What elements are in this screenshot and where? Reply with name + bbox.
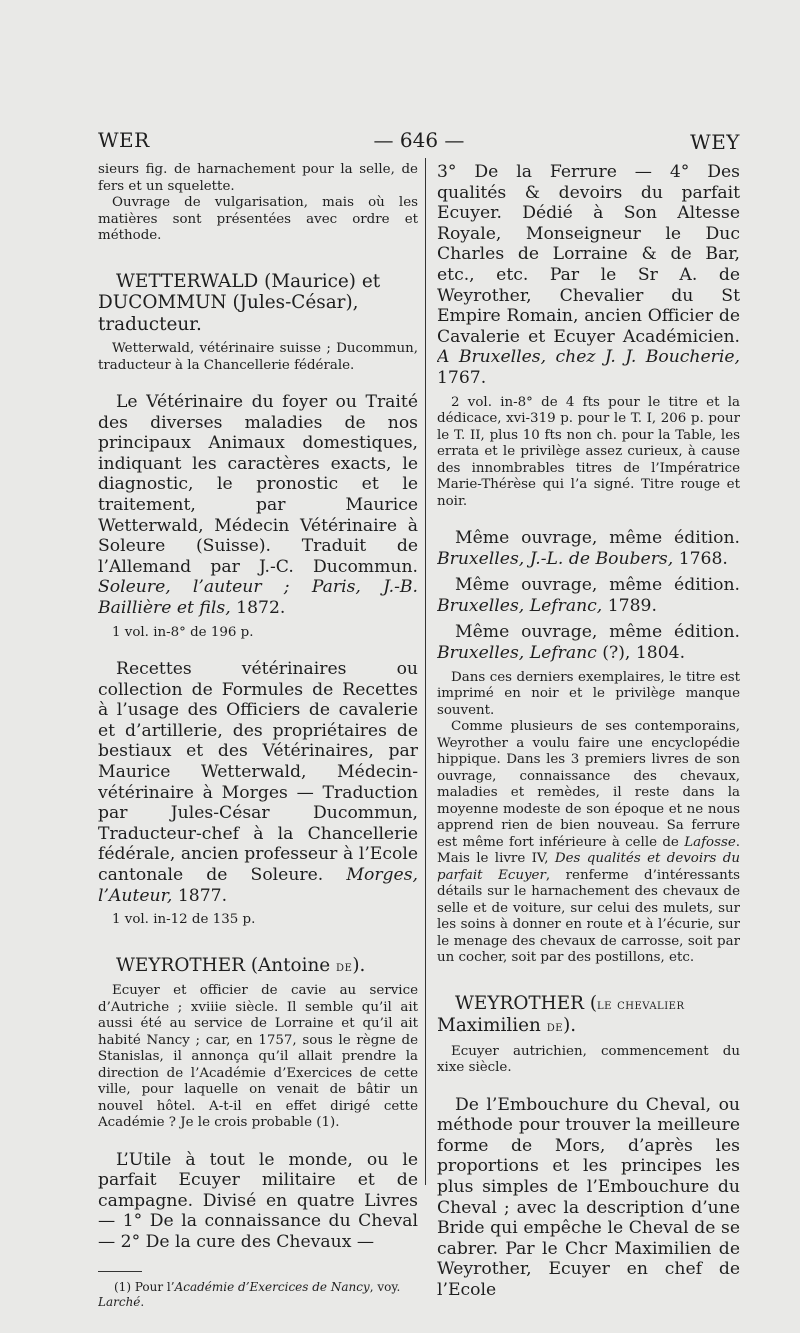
commentary: Comme plusieurs de ses contemporains, Weyrother a voulu faire une encyclopédie hippique. Dans les 3 premiers livres de son ouvrage, connaissance des chevaux, maladies et remèdes, il reste dans la moyenne modeste de son époque et ne nous apprend rien de bien nouveau. Sa ferrure est même fort inférieure à celle de Lafosse. Mais le livre IV, Des qualités et devoirs du parfait Ecuyer, renferme d’intéressants détails sur le harnachement des chevaux de selle et de voiture, sur celui des mulets, sur les soins à donner en route et à l’écurie, sur le menage des chevaux de carrosse, soit par un cocher, soit par des postillons, etc.: [437, 719, 740, 966]
work-year: 1767.: [437, 367, 487, 388]
edition-1804: Même ouvrage, même édition. Bruxelles, Lefranc (?), 1804.: [437, 622, 740, 663]
work-title-continued: [437, 162, 740, 389]
left-column: [98, 162, 418, 1310]
continued-note: Ouvrage de vulgarisation, mais où les matières sont présentées avec ordre et méthode.: [98, 195, 418, 243]
work-title-utile: L’Utile à tout le monde, ou le parfait Ecuyer militaire et de campagne. Divisé en quatre Livres — 1° De la connaissance du Cheval — 2° De la cure des Chevaux —: [98, 1149, 418, 1253]
entry-heading-weyrother-antoine: [98, 955, 418, 978]
work-imprint: Soleure, l’auteur ; Paris, J.-B. Baillière et fils,: [98, 577, 418, 618]
work-description: 1 vol. in-8° de 196 p.: [112, 624, 254, 640]
work-description: 1 vol. in-12 de 135 p.: [112, 912, 256, 928]
entry-bio-wetterwald: Wetterwald, vétérinaire suisse ; Ducommun, traducteur à la Chancellerie fédérale.: [98, 341, 418, 373]
work-title-text: Recettes vétérinaires ou collection de Formules de Recettes à l’usage des Officiers de cavalerie et d’artillerie, des propriétaires de bestiaux et des Vétérinaires, par Maurice Wetterwald, Médecin-vétérinaire à Morges — Traduction par Jules-César Ducommun, Traducteur-chef à la Chancellerie fédérale, ancien professeur à l’Ecole cantonale de Soleure.: [98, 659, 418, 885]
entry-particle: de: [546, 1018, 564, 1036]
work-description: 2 vol. in-8° de 4 fts pour le titre et la dédicace, xvi-319 p. pour le T. I, 206 p. pour le T. II, plus 10 fts non ch. pour la Table, les errata et le privilège assez curieux, à cause des innombrables titres de l’Impératrice Marie-Thérèse qui l’a signé. Titre rouge et noir.: [437, 394, 740, 509]
right-column: [437, 162, 740, 1301]
work-year: 1872.: [236, 597, 286, 618]
page-header: [98, 128, 740, 158]
entry-bio-weyrother-antoine: Ecuyer et officier de cavie au service d’Autriche ; xviiie siècle. Il semble qu’il ait aussi été au service de Lorraine et qu’il ait habité Nancy ; car, en 1757, sous le règne de Stanislas, il annonça qu’il allait prendre la direction de l’Académie d’Exercices de cette ville, pour laquelle on venait de bâtir un nouvel hôtel. A-t-il en effet dirigé cette Académie ? Je le crois probable (1).: [98, 983, 418, 1131]
entry-title: le chevalier: [597, 995, 685, 1013]
work-imprint: Morges, l’Auteur,: [98, 864, 418, 906]
work-title-text: Le Vétérinaire du foyer ou Traité des diverses maladies de nos principaux Animaux domestiques, indiquant les caractères exacts, le diagnostic, le pronostic et le traitement, par Maurice Wetterwald, Médecin Vétérinaire à Soleure (Suisse). Traduit de l’Allemand par J.-C. Ducommun.: [98, 392, 418, 577]
work-year: 1877.: [177, 885, 228, 906]
running-head-right: WEY: [690, 130, 740, 154]
edition-1768: Même ouvrage, même édition. Bruxelles, J.-L. de Boubers, 1768.: [437, 528, 740, 569]
work-title-text: 3° De la Ferrure — 4° Des qualités & devoirs du parfait Ecuyer. Dédié à Son Altesse Royale, Monseigneur le Duc Charles de Lorraine & de Bar, etc., etc. Par le Sr A. de Weyrother, Chevalier du St Empire Romain, ancien Officier de Cavalerie et Ecuyer Académicien.: [437, 162, 740, 347]
edition-1789: Même ouvrage, même édition. Bruxelles, Lefranc, 1789.: [437, 575, 740, 616]
entry-name: WEYROTHER (Antoine: [116, 954, 331, 976]
continued-description: sieurs fig. de harnachement pour la selle, de fers et un squelette.: [98, 162, 418, 194]
footnote: (1) Pour l’Académie d’Exercices de Nancy, voy. Larché.: [98, 1279, 401, 1309]
column-divider: [425, 158, 426, 1185]
entry-bio-weyrother-maximilien: Ecuyer autrichien, commencement du xixe siècle.: [437, 1043, 740, 1076]
work-title-veterinaire: [98, 392, 418, 619]
work-title-recettes: [98, 659, 418, 906]
entry-close: ).: [352, 954, 366, 976]
work-title-embouchure: De l’Embouchure du Cheval, ou méthode pour trouver la meilleure forme de Mors, d’après les proportions et les principes les plus simples de l’Embouchure du Cheval ; avec la description d’une Bride qui empêche le Cheval de se cabrer. Par le Chcr Maximilien de Weyrother, Ecuyer en chef de l’Ecole: [437, 1094, 740, 1300]
page-number: — 646 —: [373, 128, 465, 152]
entry-heading-weyrother-maximilien: WEYROTHER (le chevalier Maximilien de).: [437, 992, 685, 1037]
footnote-rule: [98, 1271, 142, 1272]
entry-heading-wetterwald: WETTERWALD (Maurice) et DUCOMMUN (Jules-César), traducteur.: [98, 270, 381, 335]
entry-particle: de: [336, 957, 353, 975]
work-imprint: A Bruxelles, chez J. J. Boucherie,: [437, 347, 740, 368]
running-head-left: WER: [98, 128, 150, 152]
edition-note: Dans ces derniers exemplaires, le titre est imprimé en noir et le privilège manque souvent.: [437, 669, 740, 718]
